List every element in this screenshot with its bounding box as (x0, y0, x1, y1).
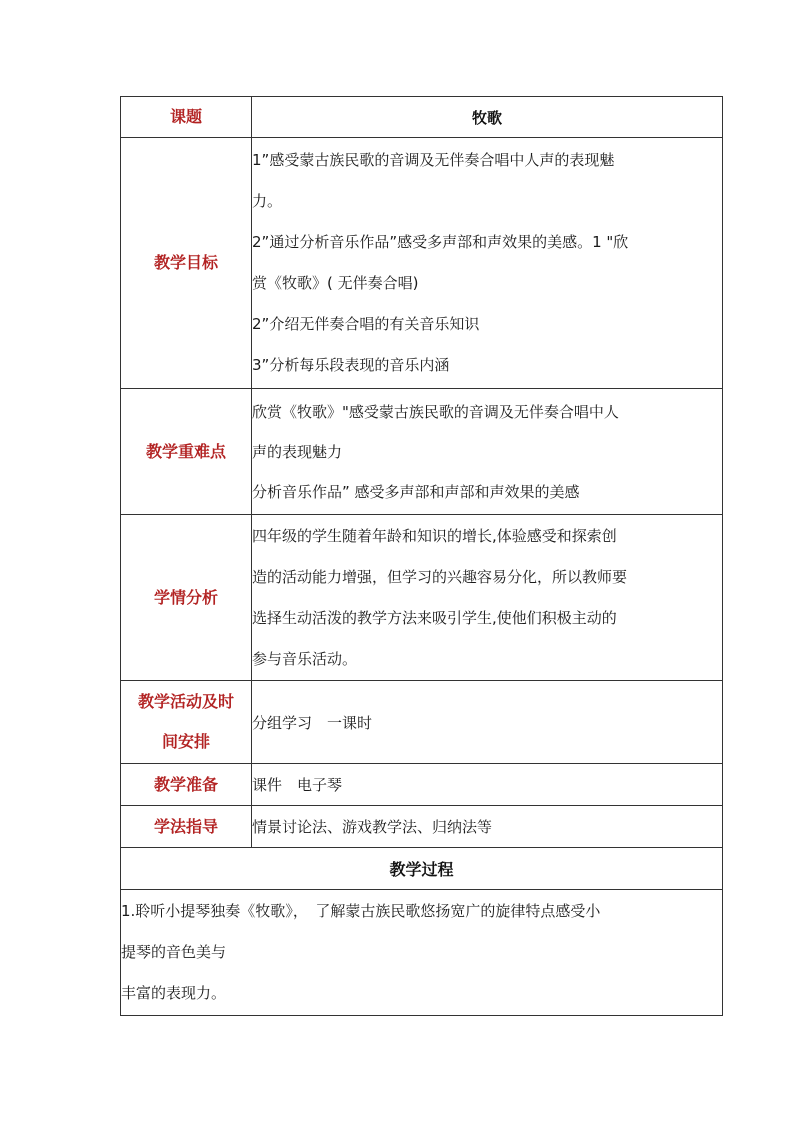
key-points-content (252, 389, 723, 515)
activities-label (121, 681, 252, 764)
learner-analysis-line: 造的活动能力增强，但学习的兴趣容易分化，所以教师要 (252, 567, 628, 586)
row-process-body (121, 890, 723, 1016)
preparation-label: 教学准备 (121, 764, 252, 806)
key-points-line: 分析音乐作品” 感受多声部和声部和声效果的美感 (252, 482, 580, 501)
row-activities (121, 681, 723, 764)
process-content (121, 890, 723, 1016)
objectives-line: 力。 (252, 192, 283, 210)
lesson-plan-table (120, 96, 723, 1016)
activities-label-line: 教学活动及时 (137, 692, 234, 711)
process-line: 丰富的表现力。 (121, 984, 227, 1002)
process-line: 提琴的音色美与 (121, 943, 227, 961)
process-line: 1.聆听小提琴独奏《牧歌》， 了解蒙古族民歌悠扬宽广的旋律特点感受小 (121, 902, 601, 920)
key-points-line: 欣赏《牧歌》"感受蒙古族民歌的音调及无伴奏合唱中人 (252, 402, 619, 421)
learner-analysis-line: 选择生动活泼的教学方法来吸引学生,使他们积极主动的 (252, 608, 617, 627)
activities-value: 分组学习 一课时 (252, 681, 723, 764)
row-objectives (121, 138, 723, 389)
topic-label: 课题 (121, 97, 252, 138)
learner-analysis-line: 参与音乐活动。 (252, 649, 358, 668)
learner-analysis-label: 学情分析 (121, 515, 252, 681)
row-preparation (121, 764, 723, 806)
activities-label-line: 间安排 (161, 732, 210, 751)
row-process-heading (121, 848, 723, 890)
preparation-value: 课件 电子琴 (252, 764, 723, 806)
row-method (121, 806, 723, 848)
row-topic (121, 97, 723, 138)
objectives-line: 1”感受蒙古族民歌的音调及无伴奏合唱中人声的表现魅 (252, 151, 615, 169)
objectives-content (252, 138, 723, 389)
row-key-points (121, 389, 723, 515)
key-points-line: 声的表现魅力 (252, 442, 343, 461)
key-points-label: 教学重难点 (121, 389, 252, 515)
topic-value: 牧歌 (252, 97, 723, 138)
process-heading: 教学过程 (121, 848, 723, 890)
objectives-label: 教学目标 (121, 138, 252, 389)
row-learner-analysis (121, 515, 723, 681)
objectives-line: 2”介绍无伴奏合唱的有关音乐知识 (252, 315, 480, 333)
learner-analysis-content (252, 515, 723, 681)
objectives-line: 赏《牧歌》( 无伴奏合唱) (252, 274, 419, 292)
objectives-line: 2”通过分析音乐作品”感受多声部和声效果的美感。1 "欣 (252, 233, 629, 251)
method-value: 情景讨论法、游戏教学法、归纳法等 (252, 806, 723, 848)
learner-analysis-line: 四年级的学生随着年龄和知识的增长,体验感受和探索创 (252, 526, 617, 545)
objectives-line: 3”分析每乐段表现的音乐内涵 (252, 356, 450, 374)
method-label: 学法指导 (121, 806, 252, 848)
